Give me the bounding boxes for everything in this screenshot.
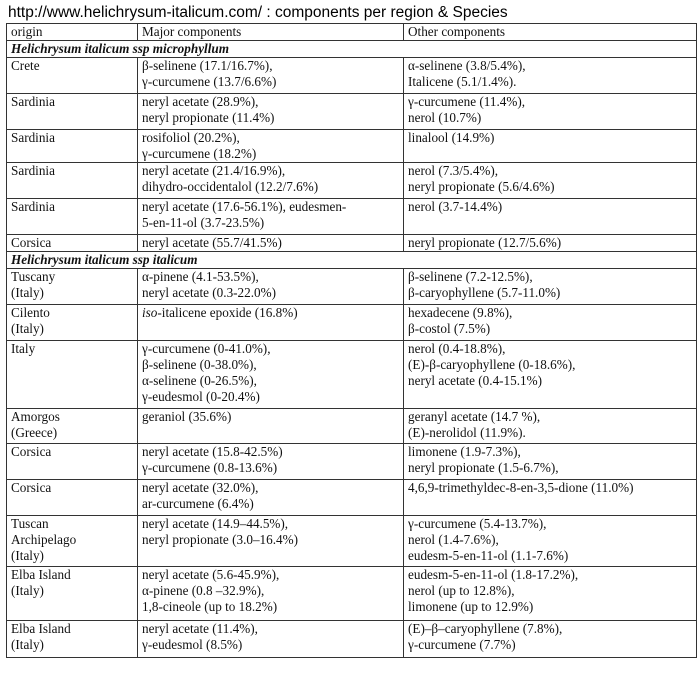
cell-line: β-selinene (7.2-12.5%), [408, 269, 533, 284]
cell-line: α-selinene (3.8/5.4%), [408, 58, 526, 73]
major-components-cell [138, 130, 404, 163]
other-components-cell [404, 94, 697, 130]
cell-line: neryl acetate (5.6-45.9%), [142, 567, 280, 582]
major-components-cell [138, 621, 404, 658]
origin-cell [7, 58, 138, 94]
origin-cell [7, 621, 138, 658]
table-row [7, 516, 697, 567]
origin-cell [7, 567, 138, 621]
table-row [7, 409, 697, 444]
cell-line: nerol (1.4-7.6%), [408, 532, 499, 547]
compound-text: -italicene epoxide (16.8%) [157, 305, 298, 320]
other-components-cell [404, 480, 697, 516]
cell-line: Corsica [11, 444, 52, 459]
major-components-cell [138, 567, 404, 621]
major-components-cell [138, 58, 404, 94]
other-components-cell [404, 58, 697, 94]
cell-line: neryl acetate (55.7/41.5%) [142, 235, 282, 250]
major-components-cell [138, 235, 404, 252]
cell-line: (Italy) [11, 285, 44, 300]
other-components-cell [404, 130, 697, 163]
cell-line: Sardinia [11, 199, 55, 214]
cell-line: γ-curcumene (18.2%) [142, 146, 257, 161]
cell-line: neryl acetate (0.4-15.1%) [408, 373, 543, 388]
cell-line: nerol (0.4-18.8%), [408, 341, 506, 356]
other-components-cell [404, 341, 697, 409]
cell-line: neryl acetate (17.6-56.1%), eudesmen- [142, 199, 347, 214]
cell-line: nerol (7.3/5.4%), [408, 163, 499, 178]
table-row [7, 58, 697, 94]
cell-line: Italy [11, 341, 36, 356]
cell-line: Tuscan [11, 516, 49, 531]
cell-line: limonene (1.9-7.3%), [408, 444, 521, 459]
cell-line: neryl acetate (32.0%), [142, 480, 259, 495]
cell-line [142, 305, 399, 321]
cell-line: (E)–β–caryophyllene (7.8%), [408, 621, 563, 636]
cell-line: Corsica [11, 235, 52, 250]
cell-line: γ-curcumene (0.8-13.6%) [142, 460, 278, 475]
cell-line: Archipelago [11, 532, 77, 547]
page-header: http://www.helichrysum-italicum.com/ : components per region & Species [8, 4, 508, 21]
cell-line: γ-curcumene (5.4-13.7%), [408, 516, 547, 531]
cell-line: 1,8-cineole (up to 18.2%) [142, 599, 278, 614]
cell-line: Elba Island [11, 567, 71, 582]
other-components-cell [404, 516, 697, 567]
major-components-cell [138, 94, 404, 130]
table-row [7, 269, 697, 305]
cell-line: nerol (10.7%) [408, 110, 482, 125]
cell-line: (Greece) [11, 425, 58, 440]
cell-line: Cilento [11, 305, 50, 320]
species-title: Helichrysum italicum ssp microphyllum [7, 41, 697, 58]
cell-line: Tuscany [11, 269, 56, 284]
column-header-other: Other components [404, 24, 697, 41]
cell-line: γ-eudesmol (8.5%) [142, 637, 243, 652]
cell-line: (Italy) [11, 321, 44, 336]
cell-line: (Italy) [11, 637, 44, 652]
cell-line: β-caryophyllene (5.7-11.0%) [408, 285, 561, 300]
table-row [7, 235, 697, 252]
major-components-cell [138, 480, 404, 516]
cell-line: γ-eudesmol (0-20.4%) [142, 389, 260, 404]
cell-line: Sardinia [11, 130, 55, 145]
cell-line: Sardinia [11, 163, 55, 178]
table-row [7, 94, 697, 130]
column-header-row [7, 24, 697, 41]
cell-line: neryl propionate (11.4%) [142, 110, 275, 125]
column-header-origin: origin [7, 24, 138, 41]
other-components-cell [404, 409, 697, 444]
other-components-cell [404, 199, 697, 235]
table-row [7, 444, 697, 480]
species-header-row [7, 252, 697, 269]
table-row [7, 480, 697, 516]
cell-line: eudesm-5-en-11-ol (1.8-17.2%), [408, 567, 579, 582]
cell-line: 4,6,9-trimethyldec-8-en-3,5-dione (11.0%) [408, 480, 634, 495]
table-row [7, 199, 697, 235]
major-components-cell [138, 269, 404, 305]
cell-line: Sardinia [11, 94, 55, 109]
cell-line: β-selinene (17.1/16.7%), [142, 58, 273, 73]
cell-line: γ-curcumene (0-41.0%), [142, 341, 271, 356]
origin-cell [7, 269, 138, 305]
cell-line: β-costol (7.5%) [408, 321, 491, 336]
origin-cell [7, 480, 138, 516]
cell-line: γ-curcumene (13.7/6.6%) [142, 74, 277, 89]
column-header-major: Major components [138, 24, 404, 41]
other-components-cell [404, 567, 697, 621]
origin-cell [7, 235, 138, 252]
origin-cell [7, 130, 138, 163]
origin-cell [7, 341, 138, 409]
cell-line: linalool (14.9%) [408, 130, 495, 145]
cell-line: Amorgos [11, 409, 60, 424]
cell-line: neryl acetate (15.8-42.5%) [142, 444, 283, 459]
species-header-row [7, 41, 697, 58]
cell-line: eudesm-5-en-11-ol (1.1-7.6%) [408, 548, 569, 563]
components-table [6, 23, 697, 658]
cell-line: (E)-β-caryophyllene (0-18.6%), [408, 357, 576, 372]
origin-cell [7, 516, 138, 567]
table-body [7, 24, 697, 658]
major-components-cell [138, 516, 404, 567]
other-components-cell [404, 269, 697, 305]
cell-line: neryl propionate (3.0–16.4%) [142, 532, 299, 547]
other-components-cell [404, 621, 697, 658]
cell-line: α-selinene (0-26.5%), [142, 373, 257, 388]
cell-line: geraniol (35.6%) [142, 409, 232, 424]
table-row [7, 567, 697, 621]
cell-line: β-selinene (0-38.0%), [142, 357, 257, 372]
cell-line: γ-curcumene (11.4%), [408, 94, 526, 109]
major-components-cell [138, 163, 404, 199]
cell-line: neryl acetate (14.9–44.5%), [142, 516, 289, 531]
table-row [7, 130, 697, 163]
species-title: Helichrysum italicum ssp italicum [7, 252, 697, 269]
cell-line: rosifoliol (20.2%), [142, 130, 240, 145]
cell-line: geranyl acetate (14.7 %), [408, 409, 541, 424]
other-components-cell [404, 305, 697, 341]
other-components-cell [404, 163, 697, 199]
cell-line: (E)-nerolidol (11.9%). [408, 425, 526, 440]
cell-line: neryl acetate (11.4%), [142, 621, 258, 636]
major-components-cell [138, 305, 404, 341]
cell-line: α-pinene (0.8 –32.9%), [142, 583, 265, 598]
cell-line: neryl propionate (12.7/5.6%) [408, 235, 562, 250]
cell-line: nerol (3.7-14.4%) [408, 199, 503, 214]
table-row [7, 341, 697, 409]
cell-line: neryl acetate (28.9%), [142, 94, 259, 109]
cell-line: neryl acetate (21.4/16.9%), [142, 163, 286, 178]
table-row [7, 305, 697, 341]
major-components-cell [138, 341, 404, 409]
cell-line: nerol (up to 12.8%), [408, 583, 515, 598]
origin-cell [7, 409, 138, 444]
cell-line: α-pinene (4.1-53.5%), [142, 269, 259, 284]
cell-line: hexadecene (9.8%), [408, 305, 513, 320]
origin-cell [7, 163, 138, 199]
cell-line: γ-curcumene (7.7%) [408, 637, 516, 652]
origin-cell [7, 199, 138, 235]
origin-cell [7, 305, 138, 341]
cell-line: limonene (up to 12.9%) [408, 599, 534, 614]
cell-line: neryl acetate (0.3-22.0%) [142, 285, 277, 300]
cell-line: ar-curcumene (6.4%) [142, 496, 254, 511]
major-components-cell [138, 444, 404, 480]
other-components-cell [404, 444, 697, 480]
compound-prefix: iso [142, 305, 158, 320]
other-components-cell [404, 235, 697, 252]
table-row [7, 163, 697, 199]
cell-line: Italicene (5.1/1.4%). [408, 74, 517, 89]
cell-line: Elba Island [11, 621, 71, 636]
cell-line: (Italy) [11, 583, 44, 598]
table-row [7, 621, 697, 658]
cell-line: Crete [11, 58, 40, 73]
cell-line: (Italy) [11, 548, 44, 563]
origin-cell [7, 94, 138, 130]
cell-line: neryl propionate (5.6/4.6%) [408, 179, 555, 194]
major-components-cell [138, 409, 404, 444]
cell-line: 5-en-11-ol (3.7-23.5%) [142, 215, 265, 230]
cell-line: dihydro-occidentalol (12.2/7.6%) [142, 179, 319, 194]
origin-cell [7, 444, 138, 480]
cell-line: Corsica [11, 480, 52, 495]
major-components-cell [138, 199, 404, 235]
cell-line: neryl propionate (1.5-6.7%), [408, 460, 559, 475]
